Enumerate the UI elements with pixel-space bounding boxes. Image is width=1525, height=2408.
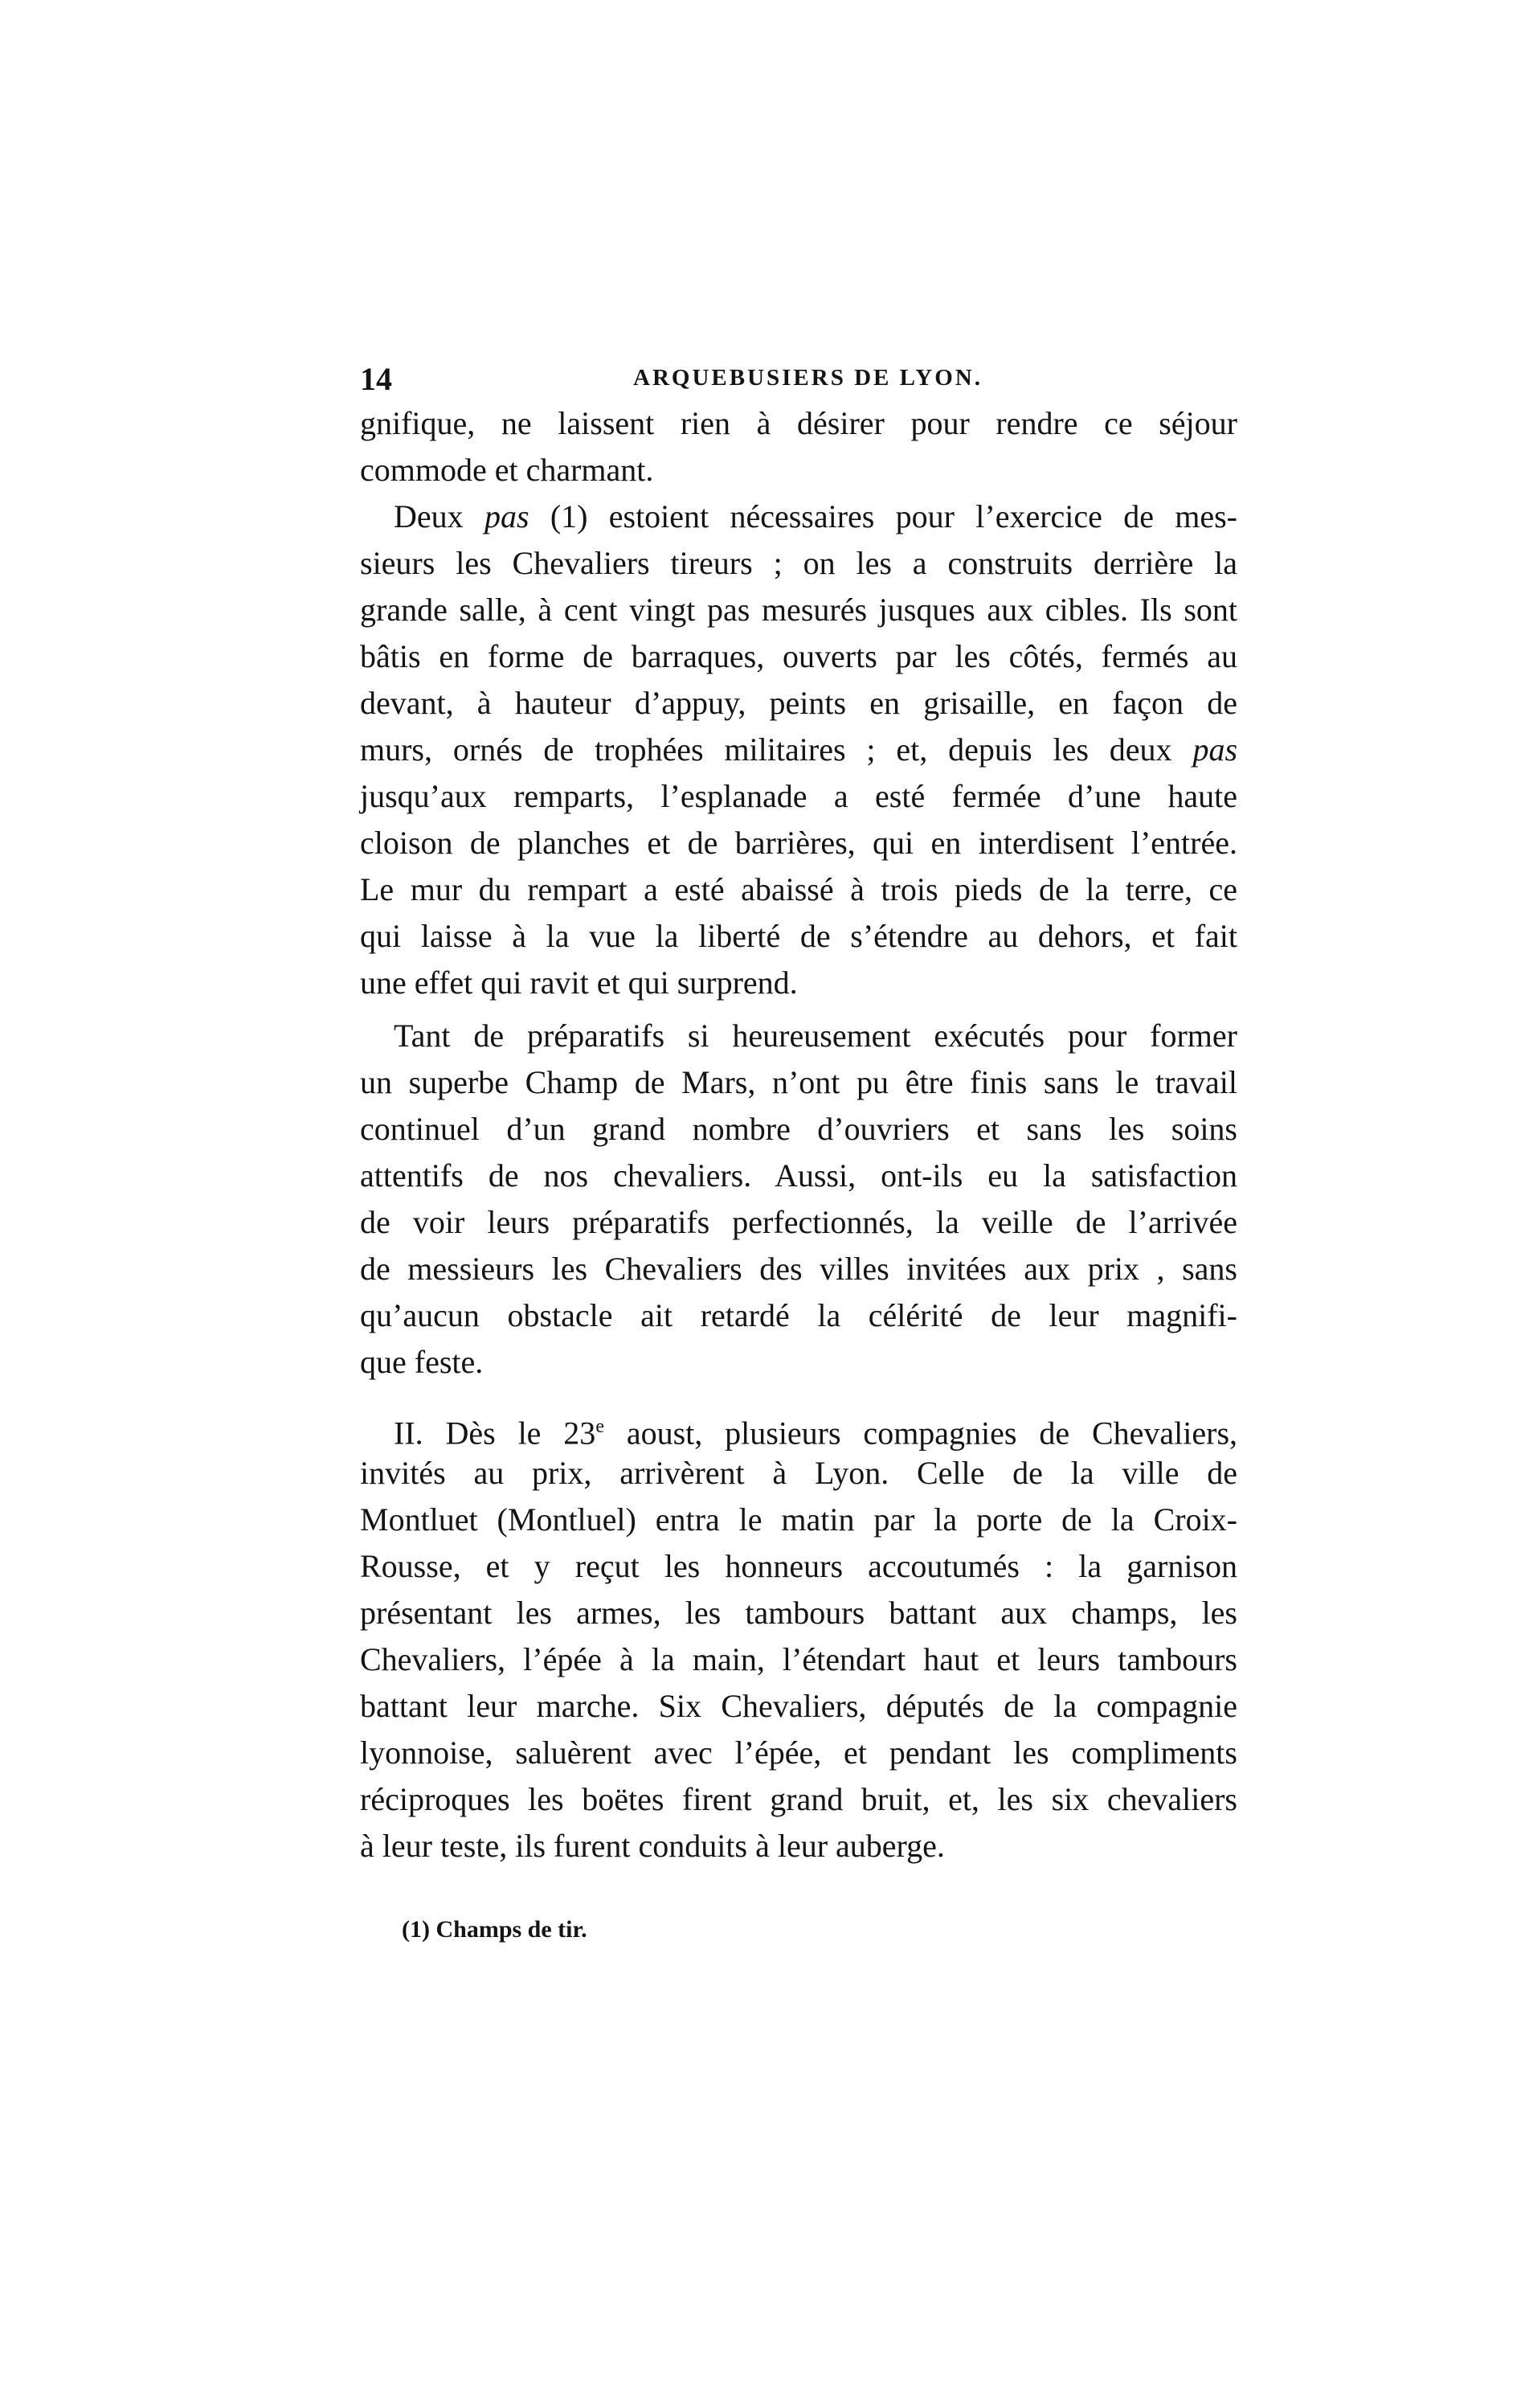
text-line: attentifs de nos chevaliers. Aussi, ont-ils eu la satisfaction xyxy=(360,1157,1237,1194)
text-line-rest: aoust, plusieurs compagnies de Chevaliers, xyxy=(626,1415,1238,1452)
text-line: devant, à hauteur d’appuy, peints en grisaille, en façon de xyxy=(360,685,1237,721)
text-line: cloison de planches et de barrières, qui en interdisent l’entrée. xyxy=(360,825,1237,861)
body-text xyxy=(360,400,1237,1869)
text-line: de voir leurs préparatifs perfectionnés, la veille de l’arrivée xyxy=(360,1204,1237,1240)
text-line: Tant de préparatifs si heureusement exécutés pour former xyxy=(394,1018,1237,1054)
text-line: sieurs les Chevaliers tireurs ; on les a construits derrière la xyxy=(360,545,1237,581)
text-line: qui laisse à la vue la liberté de s’étendre au dehors, et fait xyxy=(360,918,1237,954)
text-line: à leur teste, ils furent conduits à leur auberge. xyxy=(360,1828,945,1864)
text-line: gnifique, ne laissent rien à désirer pour rendre ce séjour xyxy=(360,405,1237,441)
text-line: que feste. xyxy=(360,1344,484,1380)
text-line: lyonnoise, saluèrent avec l’épée, et pendant les compliments xyxy=(360,1734,1237,1771)
running-title: ARQUEBUSIERS DE LYON. xyxy=(633,365,983,391)
text-line: Le mur du rempart a esté abaissé à trois pieds de la terre, ce xyxy=(360,871,1237,907)
page-number: 14 xyxy=(360,361,392,397)
text-line: bâtis en forme de barraques, ouverts par les côtés, fermés au xyxy=(360,638,1237,674)
text-line: grande salle, à cent vingt pas mesurés jusques aux cibles. Ils sont xyxy=(360,592,1237,628)
text-line: présentant les armes, les tambours battant aux champs, les xyxy=(360,1595,1237,1631)
italic-term: pas xyxy=(1192,731,1238,768)
text-line: battant leur marche. Six Chevaliers, députés de la compagnie xyxy=(360,1688,1237,1724)
text-line: une effet qui ravit et qui surprend. xyxy=(360,964,798,1001)
text-line: qu’aucun obstacle ait retardé la célérité de leur magnifi- xyxy=(360,1297,1237,1333)
page-header xyxy=(360,360,1237,400)
text-line: Rousse, et y reçut les honneurs accoutumés : la garnison xyxy=(360,1548,1237,1584)
italic-term: pas xyxy=(484,498,529,534)
text-line-rest: (1) estoient nécessaires pour l’exercice de mes- xyxy=(550,498,1238,534)
text-line: invités au prix, arrivèrent à Lyon. Celle de la ville de xyxy=(360,1455,1237,1491)
text-line: de messieurs les Chevaliers des villes invitées aux prix , sans xyxy=(360,1251,1237,1287)
text-line: commode et charmant. xyxy=(360,452,654,488)
text-line: Chevaliers, l’épée à la main, l’étendart haut et leurs tambours xyxy=(360,1641,1237,1677)
text-line: réciproques les boëtes firent grand bruit, et, les six chevaliers xyxy=(360,1781,1237,1817)
section-opening: II. Dès le 23 xyxy=(394,1415,596,1452)
text-line: continuel d’un grand nombre d’ouvriers et sans les soins xyxy=(360,1111,1237,1147)
paragraph-opening-word: Deux xyxy=(394,498,464,534)
text-line: Montluet (Montluel) entra le matin par la porte de la Croix- xyxy=(360,1501,1237,1538)
text-line xyxy=(360,727,1237,773)
ordinal-superscript: e xyxy=(595,1416,604,1437)
text-line xyxy=(360,493,1237,540)
footnote: (1) Champs de tir. xyxy=(402,1916,587,1943)
text-line xyxy=(360,1403,1237,1450)
text-line: un superbe Champ de Mars, n’ont pu être finis sans le travail xyxy=(360,1064,1237,1100)
text-line: jusqu’aux remparts, l’esplanade a esté fermée d’une haute xyxy=(360,778,1237,814)
text-line-start: murs, ornés de trophées militaires ; et, depuis les deux xyxy=(360,731,1172,768)
